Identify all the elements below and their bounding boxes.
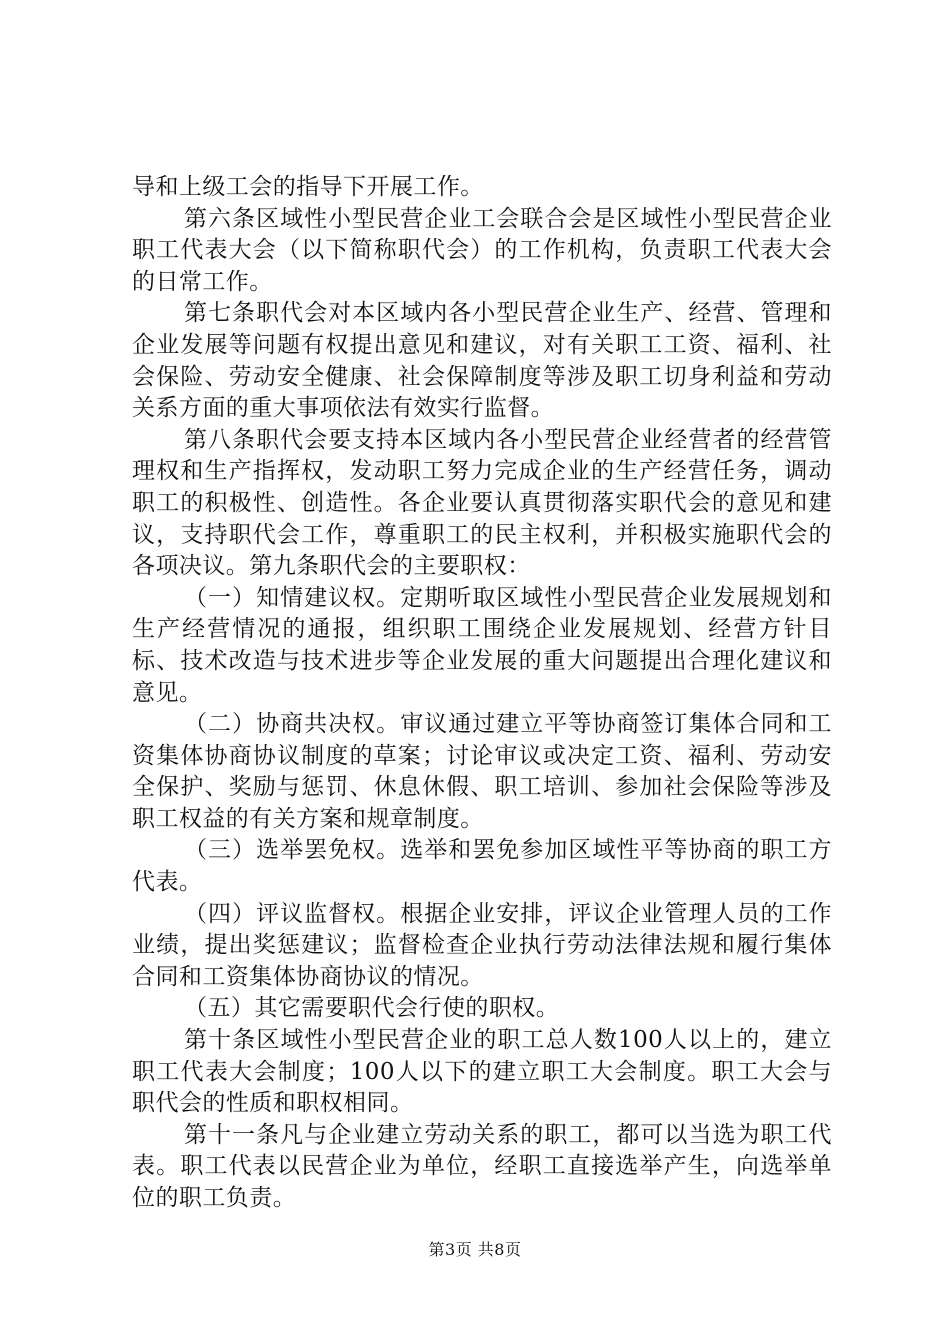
- paragraph-item-5: （五）其它需要职代会行使的职权。: [184, 995, 560, 1022]
- paragraph-article-6: 第六条区域性小型民营企业工会联合会是区域性小型民营企业职工代表大会（以下简称职代会）的工作机构，负责职工代表大会的日常工作。: [132, 205, 832, 295]
- paragraph-item-3: （三）选举罢免权。选举和罢免参加区域性平等协商的职工方代表。: [132, 837, 832, 896]
- paragraph-item-4: （四）评议监督权。根据企业安排，评议企业管理人员的工作业绩，提出奖惩建议；监督检查企业执行劳动法律法规和履行集体合同和工资集体协商协议的情况。: [132, 900, 832, 990]
- paragraph-item-2: （二）协商共决权。审议通过建立平等协商签订集体合同和工资集体协商协议制度的草案；讨论审议或决定工资、福利、劳动安全保护、奖励与惩罚、休息休假、职工培训、参加社会保险等涉及职工权益的有关方案和规章制度。: [132, 711, 832, 832]
- document-body: [132, 172, 832, 1215]
- paragraph-article-7: 第七条职代会对本区域内各小型民营企业生产、经营、管理和企业发展等问题有权提出意见和建议，对有关职工工资、福利、社会保险、劳动安全健康、社会保障制度等涉及职工切身利益和劳动关系方面的重大事项依法有效实行监督。: [132, 300, 832, 422]
- paragraph-continuation: 导和上级工会的指导下开展工作。: [132, 174, 484, 200]
- paragraph-article-10: 第十条区域性小型民营企业的职工总人数100人以上的，建立职工代表大会制度；100人以下的建立职工大会制度。职工大会与职代会的性质和职权相同。: [132, 1027, 832, 1117]
- paragraph-article-8: 第八条职代会要支持本区域内各小型民营企业经营者的经营管理权和生产指挥权，发动职工努力完成企业的生产经营任务，调动职工的积极性、创造性。各企业要认真贯彻落实职代会的意见和建议，支持职代会工作，尊重职工的民主权利，并积极实施职代会的各项决议。第九条职代会的主要职权：: [132, 426, 832, 580]
- page-number-footer: 第3页 共8页: [428, 1240, 522, 1259]
- paragraph-article-11: 第十一条凡与企业建立劳动关系的职工，都可以当选为职工代表。职工代表以民营企业为单位，经职工直接选举产生，向选举单位的职工负责。: [132, 1121, 832, 1211]
- paragraph-item-1: （一）知情建议权。定期听取区域性小型民营企业发展规划和生产经营情况的通报，组织职工围绕企业发展规划、经营方针目标、技术改造与技术进步等企业发展的重大问题提出合理化建议和意见。: [132, 584, 832, 706]
